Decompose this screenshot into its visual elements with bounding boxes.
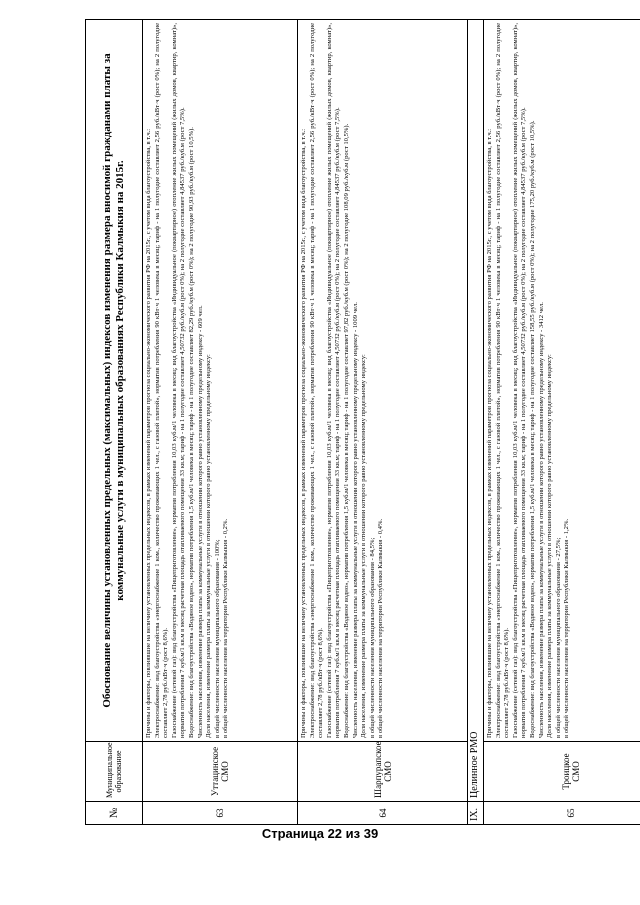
text-line: Электроснабжение: вид благоустройства «энергоснабжение 1 ком., количество проживающих 1 чел., с газовой плитой», норматив потребления 90 кВт·ч 1 человека в месяц; тариф - на 1 полугодие составляет 2,56 руб./кВт·ч (рост 0%); на 2 полугодие составляет 2,78 руб./кВт·ч (рост 8,6%). — [153, 23, 170, 738]
text-line: Численность населения, изменение размера платы за коммунальные услуги в отношении которого равно установленному предельному индексу - 3412 чел. — [537, 302, 545, 738]
text-line: Причины и факторы, повлиявшие на величину установленных предельных индексов, в рамках изменений параметров прогноза социально-экономического развития РФ на 2015г., с учетом вида благоустройства, в т.ч.: — [145, 128, 152, 738]
row-num: 63 — [143, 802, 298, 825]
header-num: № — [86, 802, 143, 825]
row-municipality: Шарпурапское СМО — [298, 742, 468, 802]
section-label: Целинное РМО — [468, 20, 484, 802]
text-line: Газоснабжение (сетевой газ): вид благоустройства «Пищеприготовление», норматив потребления 10,03 куб.м/1 человека в месяц; вид благоустройства «Индивидуальное (поквартирное) отопление жилых помещений (жилых домов, квартир, комнат)», норматив потребления 7 куб.м/1 кв.м в месяц расчетная площадь отапливаемого помещения 33 кв.м; тариф - на 1 полугодие составляет 4,50732 руб./куб.м (рост 0%); на 2 полугодие составляет 4,84537 руб./куб.м (рост 7,5%). — [325, 23, 342, 738]
text-line: в общей численности населения муниципального образования - 84,5%; — [368, 537, 376, 738]
row-municipality: Троицкое СМО — [484, 742, 640, 802]
text-line: в общей численности населения на территории Республики Калмыкия - 0,2%. — [222, 518, 230, 738]
text-line: Доля населения, изменение размера платы за коммунальные услуги в отношении которого равно установленному предельному индексу: — [546, 354, 554, 738]
section-row — [468, 20, 484, 825]
section-num: IX. — [468, 802, 484, 825]
row-municipality: Уттацинское СМО — [143, 742, 298, 802]
text-line: Электроснабжение: вид благоустройства «энергоснабжение 1 ком., количество проживающих 1 чел., с газовой плитой», норматив потребления 90 кВт·ч 1 человека в месяц; тариф - на 1 полугодие составляет 2,56 руб./кВт·ч (рост 0%); на 2 полугодие составляет 2,78 руб./кВт·ч (рост 8,6%). — [494, 23, 511, 738]
text-line: Газоснабжение (сетевой газ): вид благоустройства «Пищеприготовление», норматив потребления 10,03 куб.м/1 человека в месяц; вид благоустройства «Индивидуальное (поквартирное) отопление жилых помещений (жилых домов, квартир, комнат)», норматив потребления 7 куб.м/1 кв.м в месяц расчетная площадь отапливаемого помещения 33 кв.м; тариф - на 1 полугодие составляет 4,50732 руб./куб.м (рост 0%); на 2 полугодие составляет 4,84537 руб./куб.м (рост 7,5%). — [511, 23, 528, 738]
text-line: Доля населения, изменение размера платы за коммунальные услуги в отношении которого равно установленному предельному индексу: — [360, 354, 368, 738]
text-line: в общей численности населения муниципального образования - 100%; — [213, 539, 221, 738]
row-text — [298, 20, 468, 742]
text-line: Численность населения, изменение размера платы за коммунальные услуги в отношении которого равно установленному предельному индексу - 1009 чел. — [351, 302, 359, 738]
text-line: Электроснабжение: вид благоустройства «энергоснабжение 1 ком., количество проживающих 1 чел., с газовой плитой», норматив потребления 90 кВт·ч 1 человека в месяц; тариф - на 1 полугодие составляет 2,56 руб./кВт·ч (рост 0%); на 2 полугодие составляет 2,78 руб./кВт·ч (рост 8,6%). — [308, 23, 325, 738]
rotated-page — [85, 20, 581, 825]
text-line: в общей численности населения муниципального образования - 27,5%; — [554, 537, 562, 738]
row-text — [143, 20, 298, 742]
text-line: Водоснабжение: вид благоустройства «Водяное водно», норматив потребления 1,5 куб.м/1 человека в месяц; тариф - на 1 полугодие составляет 97,82 руб./куб.м (рост 0%); на 2 полугодие 108,09 руб./куб.м (рост 10,5%). — [342, 123, 350, 738]
page-footer: Страница 22 из 39 — [261, 826, 379, 841]
text-line: в общей численности населения на территории Республики Калмыкия - 0,4%. — [377, 518, 385, 738]
header-municipality: Муниципальное образование — [86, 742, 143, 802]
table-row — [298, 20, 468, 825]
row-num: 65 — [484, 802, 640, 825]
text-line: Причины и факторы, повлиявшие на величину установленных предельных индексов, в рамках изменений параметров прогноза социально-экономического развития РФ на 2015г., с учетом вида благоустройства, в т.ч.: — [486, 128, 493, 738]
text-line: Газоснабжение (сетевой газ): вид благоустройства «Пищеприготовление», норматив потребления 10,03 куб.м/1 человека в месяц; вид благоустройства «Индивидуальное (поквартирное) отопление жилых помещений (жилых домов, квартир, комнат)», норматив потребления 7 куб.м/1 кв.м в месяц расчетная площадь отапливаемого помещения 33 кв.м; тариф - на 1 полугодие составляет 4,50732 руб./куб.м (рост 0%); на 2 полугодие составляет 4,84537 руб./куб.м (рост 7,5%). — [170, 23, 187, 738]
table-header-row — [86, 20, 143, 825]
text-line: в общей численности населения на территории Республики Калмыкия - 1,2%. — [563, 518, 571, 738]
row-text — [484, 20, 640, 742]
text-line: Водоснабжение: вид благоустройства «Водяное водно», норматив потребления 1,5 куб.м/1 человека в месяц; тариф - на 1 полугодие составляет 82,29 руб./куб.м (рост 0%); на 2 полугодие 90,93 руб./куб.м (рост 10,5%). — [187, 127, 195, 738]
text-line: Численность населения, изменение размера платы за коммунальные услуги в отношении которого равно установленному предельному индексу - 609 чел. — [196, 305, 204, 738]
text-line: Причины и факторы, повлиявшие на величину установленных предельных индексов, в рамках изменений параметров прогноза социально-экономического развития РФ на 2015г., с учетом вида благоустройства, в т.ч.: — [300, 128, 307, 738]
header-title: Обоснование величины установленных предельных (максимальных) индексов изменения размера вносимой гражданами платы за коммунальные услуги в муниципальных образованиях Республики Калмыкия на 2015г. — [86, 20, 143, 742]
text-line: Доля населения, изменение размера платы за коммунальные услуги в отношении которого равно установленному предельному индексу: — [205, 354, 213, 738]
table-row — [143, 20, 298, 825]
row-num: 64 — [298, 802, 468, 825]
text-line: Водоснабжение: вид благоустройства «Водяное водно», норматив потребления 1,5 куб.м/1 человека в месяц; тариф - на 1 полугодие составляет 158,55 руб./куб.м (рост 0%); на 2 полугодие 175,20 руб./куб.м (рост 10,5%). — [528, 120, 536, 738]
table-row — [484, 20, 640, 825]
indices-table — [85, 19, 640, 825]
